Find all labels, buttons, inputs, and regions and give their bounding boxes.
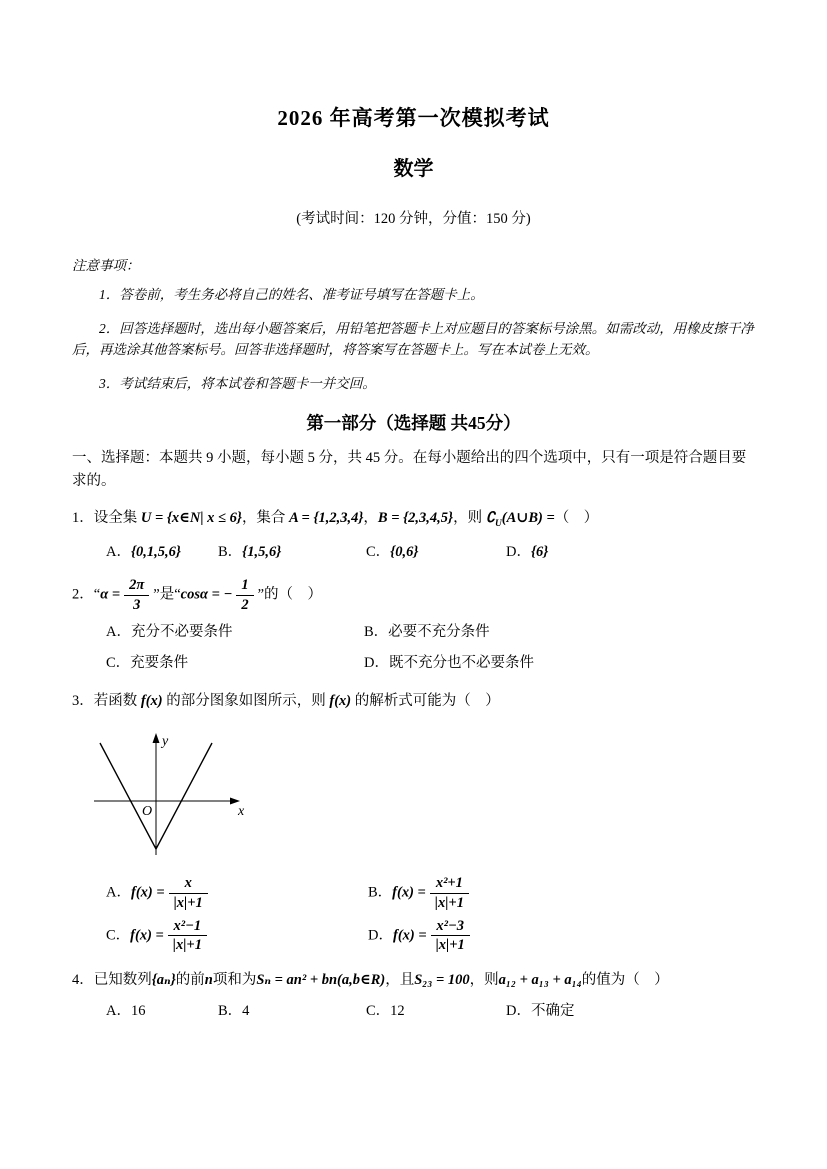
question-4-option-d: D．不确定 bbox=[506, 1003, 575, 1020]
question-2-options-row-2 bbox=[106, 650, 755, 675]
origin-label: O bbox=[142, 803, 153, 819]
question-2-option-d: D．既不充分也不必要条件 bbox=[364, 654, 534, 671]
question-1-option-a: A．{0,1,5,6} bbox=[106, 543, 181, 560]
notices-heading: 注意事项： bbox=[72, 258, 140, 273]
question-3-option-d: D．f(x) = $\frac{\text{x²−3}}{|x|+1}$ bbox=[368, 918, 474, 954]
notice-item-2: 2．回答选择题时，选出每小题答案后，用铅笔把答题卡上对应题目的答案标号涂黑。如需改动，用橡皮擦干净后，再选涂其他答案标号。回答非选择题时，将答案写在答题卡上。写在本试卷上无效。 bbox=[72, 320, 754, 358]
y-axis-arrow bbox=[153, 733, 160, 743]
notices-block bbox=[72, 254, 755, 394]
question-1-option-b: B．{1,5,6} bbox=[218, 543, 282, 560]
question-4 bbox=[72, 967, 755, 1024]
exam-info-line: (考试时间：120 分钟，分值：150 分) bbox=[296, 211, 531, 227]
question-1-option-d: D．{6} bbox=[506, 543, 549, 560]
notice-item-3: 3．考试结束后，将本试卷和答题卡一并交回。 bbox=[99, 375, 376, 391]
question-3-options-row-2 bbox=[106, 918, 755, 954]
question-3-option-b: B．f(x) = $\frac{\text{x²+1}}{|x|+1}$ bbox=[368, 875, 473, 911]
question-3-stem: 3．若函数 f(x) 的部分图象如图所示，则 f(x) 的解析式可能为（ ） bbox=[72, 693, 500, 710]
question-2-option-b: B．必要不充分条件 bbox=[364, 623, 490, 640]
question-2 bbox=[72, 577, 755, 675]
exam-subject: 数学 bbox=[393, 158, 434, 180]
question-1-option-c: C．{0,6} bbox=[366, 543, 419, 560]
exam-title: 2026 年高考第一次模拟考试 bbox=[277, 106, 550, 130]
function-graph bbox=[86, 727, 258, 861]
question-4-option-b: B．4 bbox=[218, 1003, 250, 1020]
question-3 bbox=[72, 688, 755, 953]
question-2-options-row-1 bbox=[106, 619, 755, 644]
question-4-option-c: C．12 bbox=[366, 1003, 405, 1020]
section-title: 第一部分（选择题 共45分） bbox=[306, 413, 521, 434]
question-2-option-a: A．充分不必要条件 bbox=[106, 623, 233, 640]
question-1-options bbox=[106, 539, 755, 564]
question-2-stem: 2．“α = $\frac{2\pi}{3}$ ”是“cosα = − $\frac{1}{2}$ ”的（ ） bbox=[72, 577, 322, 613]
question-4-stem: 4．已知数列{aₙ}的前n项和为Sₙ = an² + bn(a,b∈R)，且S₂₃ = 100，则a₁₂ + a₁₃ + a₁₄的值为（ ） bbox=[72, 971, 669, 988]
question-4-options bbox=[106, 999, 755, 1024]
question-3-option-a: A．f(x) = $\frac{x}{|x|+1}$ bbox=[106, 875, 368, 911]
question-4-option-a: A．16 bbox=[106, 1003, 146, 1020]
question-1-stem: 1．设全集 U = {x∈N| x ≤ 6}，集合 A = {1,2,3,4}，B = {2,3,4,5}，则 $∁_U(A\cup B)$ =（ ） bbox=[72, 510, 599, 530]
question-1 bbox=[72, 505, 755, 564]
question-2-option-c: C．充要条件 bbox=[106, 654, 189, 671]
x-axis-label: x bbox=[238, 803, 245, 819]
question-3-options-row-1 bbox=[106, 875, 755, 911]
notice-item-1: 1．答卷前，考生务必将自己的姓名、准考证号填写在答题卡上。 bbox=[99, 287, 484, 302]
function-graph-container bbox=[86, 727, 755, 870]
question-3-option-c: C．f(x) = $\frac{\text{x²−1}}{|x|+1}$ bbox=[106, 918, 368, 954]
y-axis-label: y bbox=[162, 733, 169, 749]
section-instructions: 一、选择题：本题共 9 小题，每小题 5 分，共 45 分。在每小题给出的四个选项中，只有一项是符合题目要求的。 bbox=[72, 450, 747, 489]
